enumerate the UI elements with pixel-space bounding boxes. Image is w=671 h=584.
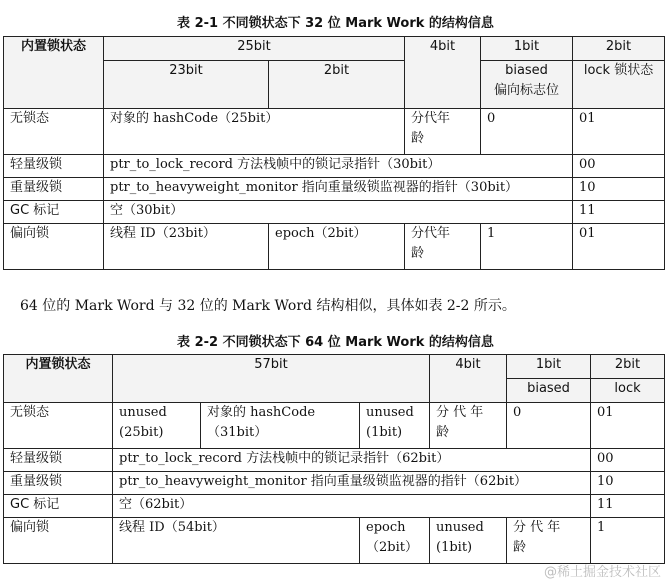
unused-label: unused [436,520,484,535]
age-line-2: 龄 [411,246,425,261]
age-line-2: 龄 [436,425,450,440]
unused-cell [360,403,430,449]
header-lock: lock 锁状态 [573,61,665,109]
lock-cell: 00 [591,449,665,472]
body-paragraph: 64 位的 Mark Word 与 32 位的 Mark Word 结构相似，具体如表 2-2 所示。 [20,298,516,314]
pointer-cell: ptr_to_heavyweight_monitor 指向重量级锁监视器的指针（62bit） [113,472,591,495]
table-row-state: 重量级锁 [4,472,113,495]
age-line-1: 分代年 [411,111,451,126]
epoch-bits: （2bit） [366,540,418,555]
watermark: @稀土掘金技术社区 [543,565,661,580]
unused-label: unused [366,405,414,420]
epoch-cell: epoch（2bit） [269,224,405,270]
age-cell [507,518,591,564]
pointer-cell: ptr_to_heavyweight_monitor 指向重量级锁监视器的指针（30bit） [104,178,573,201]
table-row-state: 重量级锁 [4,178,104,201]
hashcode-label: 对象的 hashCode [207,405,316,420]
lock-cell: 10 [591,472,665,495]
header-25bit: 25bit [104,37,405,61]
biased-cell: 1 [591,518,665,564]
header-57bit: 57bit [113,355,430,403]
mark-word-32-table [3,36,665,270]
header-2bit: 2bit [573,37,665,61]
thread-id-cell: 线程 ID（23bit） [104,224,269,270]
unused-bits: (1bit) [366,425,403,440]
header-4bit: 4bit [430,355,507,403]
lock-cell: 01 [573,109,665,155]
table-row-state: 无锁态 [4,109,104,155]
age-cell [405,224,481,270]
mark-word-64-table [3,354,665,564]
hashcode-cell [201,403,360,449]
epoch-label: epoch [366,520,406,535]
pointer-cell: ptr_to_lock_record 方法栈帧中的锁记录指针（62bit） [113,449,591,472]
biased-cell: 0 [507,403,591,449]
age-cell [405,109,481,155]
age-line-1: 分代年 [411,226,451,241]
lock-cell: 01 [573,224,665,270]
table-row-state: 无锁态 [4,403,113,449]
unused-bits: (25bit) [119,425,164,440]
table-caption-2: 表 2-2 不同锁状态下 64 位 Mark Work 的结构信息 [177,335,494,350]
header-state: 内置锁状态 [4,355,113,403]
unused-label: unused [119,405,167,420]
header-state: 内置锁状态 [4,37,104,109]
unused-bits: (1bit) [436,540,473,555]
biased-cell: 0 [481,109,573,155]
hashcode-bits: （31bit） [207,425,268,440]
lock-cell: 11 [573,201,665,224]
epoch-cell [360,518,430,564]
unused-cell [430,518,507,564]
unused-cell [113,403,201,449]
age-line-1: 分 代 年 [436,405,484,420]
header-2bit-sub: 2bit [269,61,405,109]
header-biased-flag: 偏向标志位 [494,83,560,98]
lock-cell: 10 [573,178,665,201]
age-cell [430,403,507,449]
header-1bit: 1bit [481,37,573,61]
table-caption-1: 表 2-1 不同锁状态下 32 位 Mark Work 的结构信息 [177,16,494,31]
table-row-state: 轻量级锁 [4,155,104,178]
pointer-cell: 空（62bit） [113,495,591,518]
age-line-2: 龄 [411,131,425,146]
age-line-1: 分 代 年 [513,520,561,535]
pointer-cell: ptr_to_lock_record 方法栈帧中的锁记录指针（30bit） [104,155,573,178]
header-2bit: 2bit [591,355,665,379]
lock-cell: 01 [591,403,665,449]
header-biased [481,61,573,109]
table-row-state: 轻量级锁 [4,449,113,472]
header-biased-label: biased [505,63,548,78]
age-line-2: 龄 [513,540,527,555]
thread-id-cell: 线程 ID（54bit） [113,518,360,564]
header-4bit: 4bit [405,37,481,109]
header-biased: biased [507,379,591,403]
header-1bit: 1bit [507,355,591,379]
lock-cell: 11 [591,495,665,518]
header-lock: lock [591,379,665,403]
table-row-state: 偏向锁 [4,224,104,270]
table-row-state: GC 标记 [4,201,104,224]
hashcode-cell: 对象的 hashCode（25bit） [104,109,405,155]
header-23bit: 23bit [104,61,269,109]
biased-cell: 1 [481,224,573,270]
table-row-state: 偏向锁 [4,518,113,564]
lock-cell: 00 [573,155,665,178]
table-row-state: GC 标记 [4,495,113,518]
pointer-cell: 空（30bit） [104,201,573,224]
